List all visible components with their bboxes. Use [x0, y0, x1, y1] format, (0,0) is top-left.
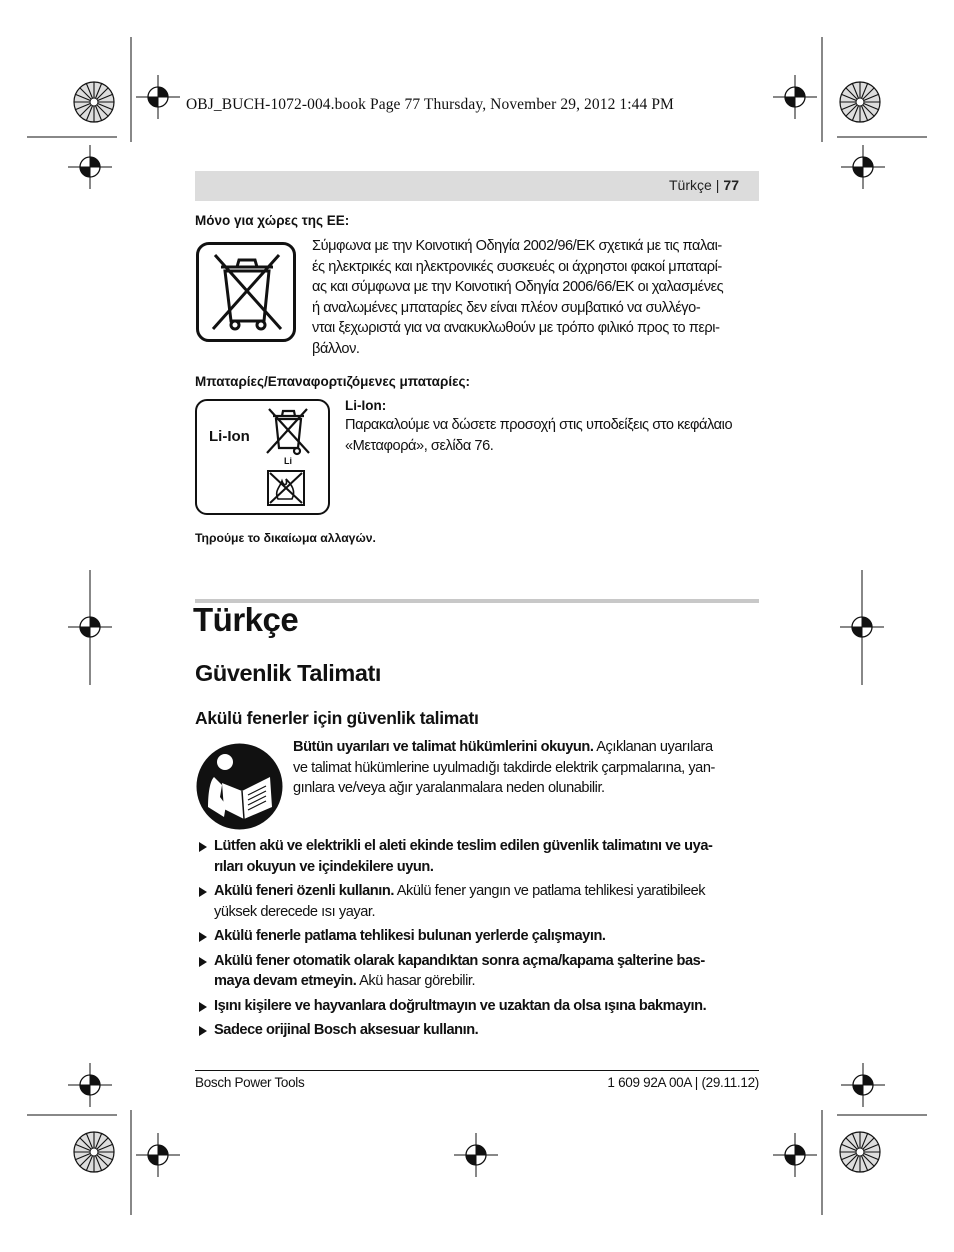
- liion-symbol-box: [195, 399, 330, 515]
- greek-eu-title: Μόνο για χώρες της ΕΕ:: [195, 213, 350, 228]
- greek-liion-title: Li-Ion:: [345, 398, 387, 413]
- bullet-text: Akü hasar görebilir.: [356, 973, 476, 989]
- bullet-bold-text: Sadece orijinal Bosch aksesuar kullanın.: [214, 1022, 479, 1038]
- greek-eu-line: Σύμφωνα με την Κοινοτική Οδηγία 2002/96/ΕΚ σχετικά με τις παλαι-: [312, 238, 722, 254]
- safety-bullet: [199, 881, 759, 922]
- crossed-out-bin-icon: [199, 245, 293, 339]
- header-language: Türkçe: [668, 177, 712, 193]
- read-instructions-bold: Bütün uyarıları ve talimat hükümlerini okuyun.: [293, 739, 594, 755]
- bullet-bold-text: Akülü fener otomatik olarak kapandıktan sonra açma/kapama şalterine bas-: [214, 952, 705, 969]
- running-header-text: [669, 177, 739, 193]
- footer-doc-number: 1 609 92A 00A | (29.11.12): [607, 1075, 759, 1090]
- greek-eu-line: ή αναλωμένες μπαταρίες δεν είναι πλέον συμβατικό να συλλέγο-: [312, 299, 701, 316]
- read-instructions-line: ve talimat hükümlerine uyulmadığı takdirde elektrik çarpmalarına, yan-: [293, 759, 715, 776]
- read-instructions-rest: Açıklanan uyarılara: [593, 739, 713, 755]
- turkish-section-title: Türkçe: [193, 601, 299, 638]
- greek-liion-line: Παρακαλούμε να δώσετε προσοχή στις υποδείξεις στο κεφάλαιο: [345, 417, 733, 433]
- greek-liion-line: «Μεταφορά», σελίδα 76.: [345, 437, 494, 454]
- bullet-arrow-icon: [199, 957, 207, 967]
- header-page-number: 77: [723, 177, 739, 193]
- turkish-read-instructions: [293, 737, 759, 799]
- greek-eu-line: βάλλον.: [312, 340, 360, 357]
- bullet-arrow-icon: [199, 887, 207, 897]
- turkish-safety-bullets: [199, 836, 759, 1045]
- bullet-text: yüksek derecede ısı yayar.: [214, 903, 376, 920]
- crossed-out-bin-icon: [263, 405, 313, 457]
- bullet-bold-text: Akülü fenerle patlama tehlikesi bulunan yerlerde çalışmayın.: [214, 928, 606, 944]
- greek-batteries-title: Μπαταρίες/Επαναφορτιζόμενες μπαταρίες:: [195, 374, 471, 389]
- safety-bullet: [199, 1020, 759, 1041]
- bullet-text: Akülü fener yangın ve patlama tehlikesi yaratibileek: [393, 883, 706, 899]
- bullet-bold-text: Akülü feneri özenli kullanın.: [214, 883, 394, 899]
- read-instructions-line: gınlara ve/veya ağır yaralanmalara neden olunabilir.: [293, 780, 605, 796]
- bullet-arrow-icon: [199, 932, 207, 942]
- header-separator: |: [715, 177, 720, 193]
- greek-eu-line: νται ξεχωριστά για να ανακυκλωθούν με τρόπο φιλικό προς το περι-: [312, 320, 720, 336]
- safety-bullet: [199, 951, 759, 992]
- bullet-bold-text: Işını kişilere ve hayvanlara doğrultmayın ve uzaktan da olsa ışına bakmayın.: [214, 997, 707, 1014]
- bullet-bold-text: maya devam etmeyin.: [214, 973, 357, 989]
- safety-bullet: [199, 926, 759, 947]
- bullet-arrow-icon: [199, 1026, 207, 1036]
- footer-brand: Bosch Power Tools: [195, 1075, 305, 1090]
- greek-eu-text: [312, 236, 759, 359]
- bullet-arrow-icon: [199, 842, 207, 852]
- read-manual-icon: [196, 743, 283, 830]
- liion-small-label: Li: [284, 456, 292, 466]
- safety-bullet: [199, 996, 759, 1017]
- running-header: [195, 171, 759, 201]
- weee-disposal-box: [196, 242, 296, 342]
- turkish-subtitle: Güvenlik Talimatı: [195, 660, 382, 686]
- bullet-bold-text: rıları okuyun ve içindekilere uyun.: [214, 858, 434, 875]
- bullet-arrow-icon: [199, 1002, 207, 1012]
- bullet-bold-text: Lütfen akü ve elektrikli el aleti ekinde teslim edilen güvenlik talimatını ve uya-: [214, 838, 713, 854]
- liion-box-label: Li-Ion: [209, 428, 250, 445]
- greek-reserve-rights: Τηρούμε το δικαίωμα αλλαγών.: [195, 531, 376, 545]
- no-fire-icon: [266, 469, 306, 507]
- greek-eu-line: ές ηλεκτρικές και ηλεκτρονικές συσκευές οι άχρηστοι φακοί μπαταρί-: [312, 258, 722, 275]
- safety-bullet: [199, 836, 759, 877]
- print-slug-line: OBJ_BUCH-1072-004.book Page 77 Thursday, November 29, 2012 1:44 PM: [186, 96, 674, 113]
- turkish-subheading: Akülü fenerler için güvenlik talimatı: [195, 708, 479, 728]
- footer-rule: [195, 1070, 759, 1071]
- greek-liion-text: [345, 415, 759, 456]
- greek-eu-line: ας και σύμφωνα με την Κοινοτική Οδηγία 2006/66/ΕΚ οι χαλασμένες: [312, 279, 724, 295]
